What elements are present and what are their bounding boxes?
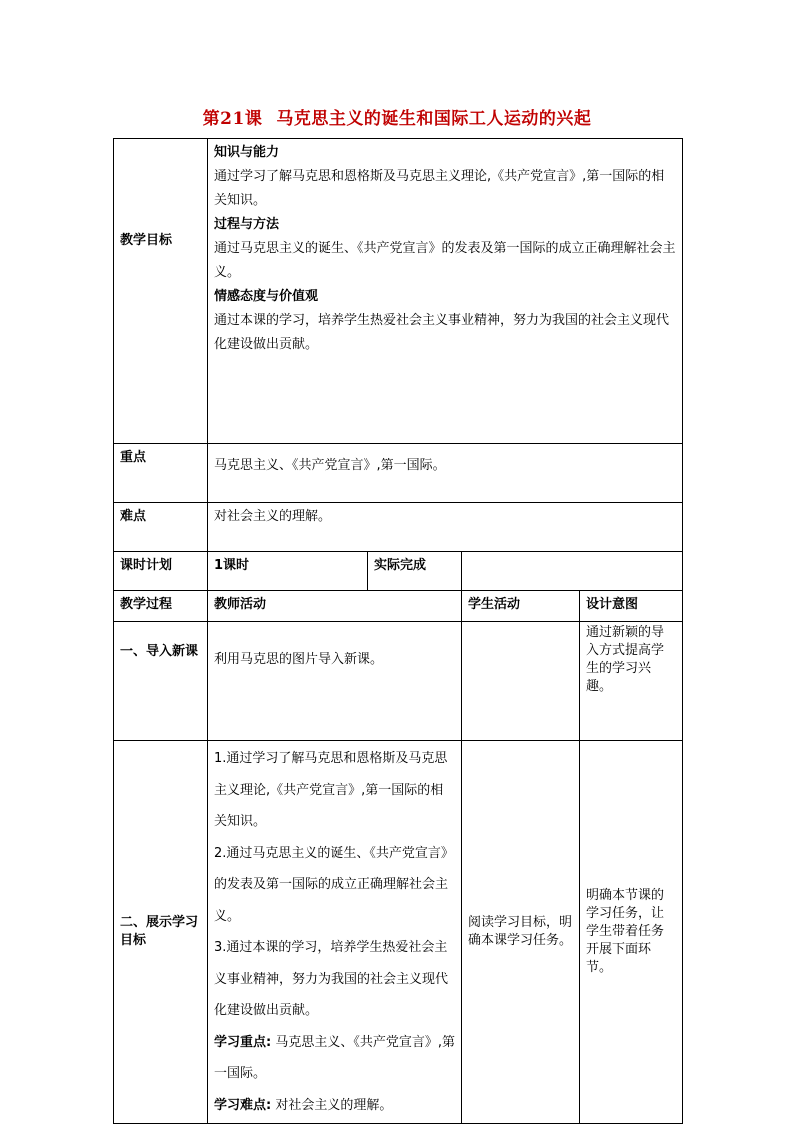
actual-label: 实际完成 — [368, 552, 462, 591]
process-header: 教学过程 — [114, 591, 208, 622]
objectives-label: 教学目标 — [114, 139, 208, 444]
difficulty-label: 难点 — [114, 503, 208, 552]
key-points-row — [114, 444, 683, 503]
design-intent: 通过新颖的导入方式提高学生的学习兴趣。 — [580, 622, 683, 741]
student-activity: 阅读学习目标，明确本课学习任务。 — [462, 741, 580, 1124]
key-points-text: 马克思主义、《共产党宣言》,第一国际。 — [208, 444, 683, 503]
process-header-row — [114, 591, 683, 622]
teacher-activity: 利用马克思的图片导入新课。 — [208, 622, 462, 741]
objectives-row — [114, 139, 683, 444]
step-row — [114, 622, 683, 741]
study-key-point — [214, 1027, 455, 1090]
actual-value — [462, 552, 683, 591]
objective-text: 通过本课的学习，培养学生热爱社会主义事业精神，努力为我国的社会主义现代化建设做出贡献。 — [214, 313, 670, 352]
study-diff-label: 学习难点: — [214, 1097, 272, 1113]
study-difficulty — [214, 1090, 455, 1122]
difficulty-text: 对社会主义的理解。 — [208, 503, 683, 552]
objective-text: 通过学习了解马克思和恩格斯及马克思主义理论,《共产党宣言》,第一国际的相关知识。 — [214, 169, 665, 208]
objective-heading: 情感态度与价值观 — [214, 289, 319, 304]
study-key-text: 马克思主义、《共产党宣言》,第一国际。 — [214, 1034, 455, 1081]
objective-heading: 过程与方法 — [214, 217, 280, 232]
teacher-header: 教师活动 — [208, 591, 462, 622]
step-row — [114, 741, 683, 1124]
objectives-content — [208, 139, 683, 444]
lesson-topic: 马克思主义的诞生和国际工人运动的兴起 — [276, 109, 592, 129]
schedule-value: 1课时 — [208, 552, 368, 591]
student-activity — [462, 622, 580, 741]
teacher-activity — [208, 741, 462, 1124]
schedule-label: 课时计划 — [114, 552, 208, 591]
objective-text: 通过马克思主义的诞生、《共产党宣言》的发表及第一国际的成立正确理解社会主义。 — [214, 241, 676, 280]
key-points-label: 重点 — [114, 444, 208, 503]
objective-item: 1.通过学习了解马克思和恩格斯及马克思主义理论,《共产党宣言》,第一国际的相关知识。 — [214, 751, 448, 829]
lesson-plan-table — [113, 138, 683, 1124]
page-title — [0, 104, 794, 129]
lesson-number: 第21课 — [202, 109, 263, 129]
objective-item: 3.通过本课的学习，培养学生热爱社会主义事业精神，努力为我国的社会主义现代化建设做出贡献。 — [214, 940, 449, 1018]
schedule-row — [114, 552, 683, 591]
design-intent: 明确本节课的学习任务，让学生带着任务开展下面环节。 — [580, 741, 683, 1124]
design-header: 设计意图 — [580, 591, 683, 622]
objective-item: 2.通过马克思主义的诞生、《共产党宣言》的发表及第一国际的成立正确理解社会主义。 — [214, 845, 454, 924]
study-diff-text: 对社会主义的理解。 — [275, 1097, 393, 1113]
study-key-label: 学习重点: — [214, 1034, 272, 1050]
step-name: 二、展示学习目标 — [114, 741, 208, 1124]
student-header: 学生活动 — [462, 591, 580, 622]
step-name: 一、导入新课 — [114, 622, 208, 741]
objective-heading: 知识与能力 — [214, 145, 280, 160]
difficulty-row — [114, 503, 683, 552]
